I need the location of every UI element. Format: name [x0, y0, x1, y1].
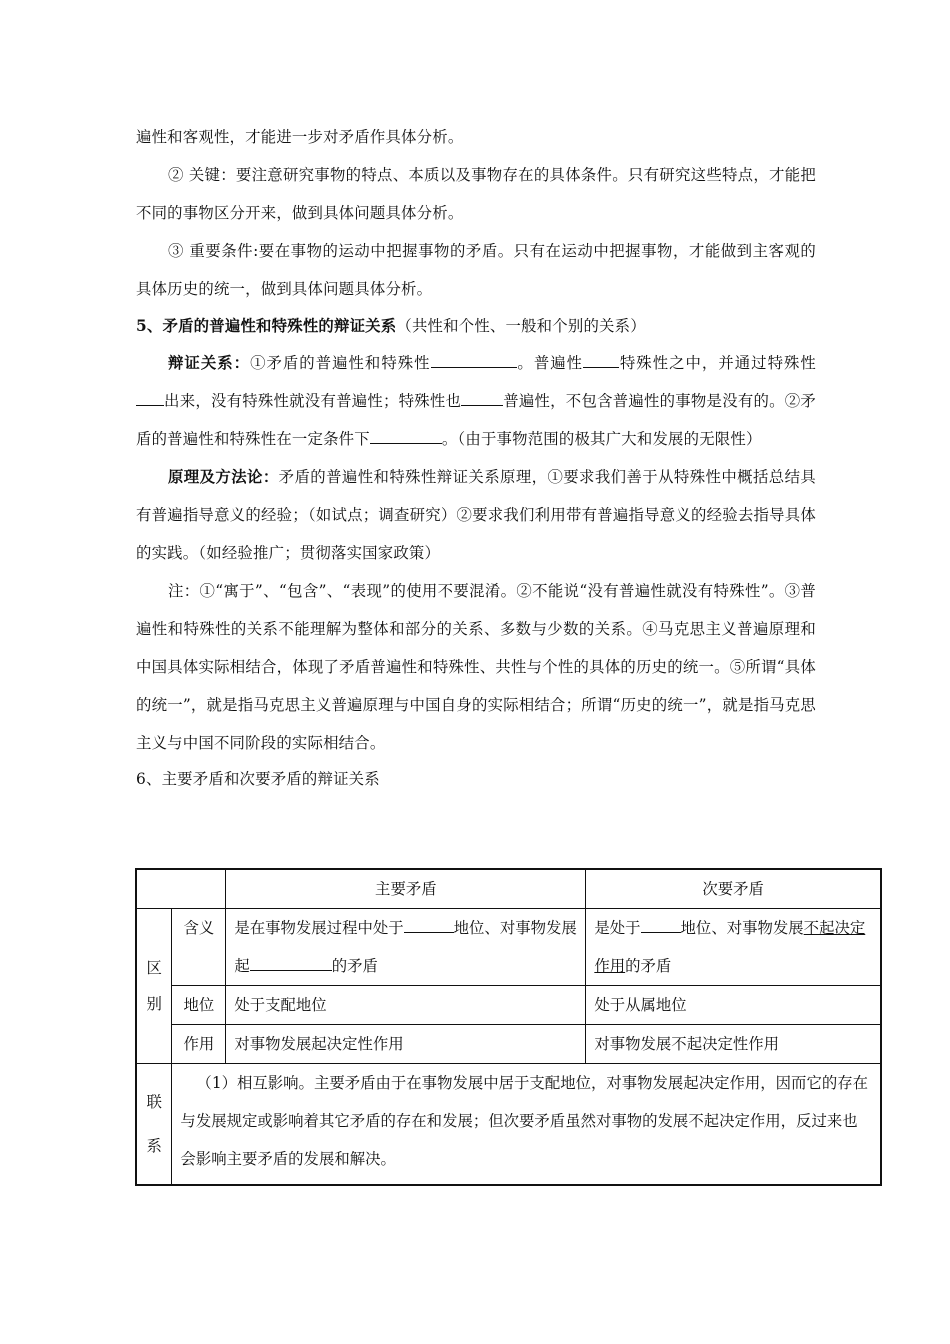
- rel-text-3: 特殊性之中，并通过特殊性: [619, 354, 816, 372]
- link-text-cell: （1）相互影响。主要矛盾由于在事物发展中居于支配地位，对事物发展起决定作用，因而它的存在与发展规定或影响着其它矛盾的存在和发展；但次要矛盾虽然对事物的发展不起决定作用，反过来也会影响主要矛盾的发展和解决。: [172, 1064, 881, 1186]
- fill-blank: [370, 428, 442, 444]
- paragraph-continuation: 遍性和客观性，才能进一步对矛盾作具体分析。: [136, 128, 464, 146]
- section5-heading-rest: （共性和个性、一般和个别的关系）: [396, 317, 646, 335]
- paragraph-condition: ③ 重要条件:要在事物的运动中把握事物的矛盾。只有在运动中把握事物，才能做到主客观的具体历史的统一，做到具体问题具体分析。: [136, 242, 816, 298]
- rel-text-2: 。普遍性: [516, 354, 584, 372]
- meaning-minor-text-3: 的矛盾: [625, 957, 672, 975]
- fill-blank: [250, 955, 332, 971]
- meaning-minor-text-2: 地位、对事物发展: [680, 919, 804, 937]
- paragraph-key: ② 关键：要注意研究事物的特点、本质以及事物存在的具体条件。只有研究这些特点，才能把不同的事物区分开来，做到具体问题具体分析。: [136, 166, 816, 222]
- fill-blank: [583, 352, 619, 368]
- meaning-main-text-1: 是在事物发展过程中处于: [234, 919, 404, 937]
- method-paragraph: [136, 458, 816, 572]
- section6-heading: 6、主要矛盾和次要矛盾的辩证关系: [136, 770, 380, 788]
- header-minor-contradiction: 次要矛盾: [586, 869, 881, 909]
- fill-blank: [136, 390, 164, 406]
- rel-text-6: 。（由于事物范围的极其广大和发展的无限性）: [441, 430, 762, 448]
- fill-blank: [461, 390, 503, 406]
- method-text: 矛盾的普遍性和特殊性辩证关系原理，①要求我们善于从特殊性中概括总结具有普遍指导意义的经验；（如试点；调查研究）②要求我们利用带有普遍指导意义的经验去指导具体的实践。（如经验推广；贯彻落实国家政策）: [136, 468, 816, 562]
- meaning-minor-underlined: 不起决定作用: [594, 919, 866, 975]
- position-minor-cell: 处于从属地位: [586, 986, 881, 1025]
- contradiction-table: [135, 868, 882, 1186]
- rel-text-4: 出来，没有特殊性就没有普遍性；特殊性也: [164, 392, 462, 410]
- role-minor-cell: 对事物发展不起决定性作用: [586, 1025, 881, 1064]
- rel-text-1: ①矛盾的普遍性和特殊性: [250, 354, 431, 372]
- note-paragraph: 注：①“寓于”、“包含”、“表现”的使用不要混淆。②不能说“没有普遍性就没有特殊性”。③普遍性和特殊性的关系不能理解为整体和部分的关系、多数与少数的关系。④马克思主义普遍原理和中国具体实际相结合，体现了矛盾普遍性和特殊性、共性与个性的具体的历史的统一。⑤所谓“具体的统一”，就是指马克思主义普遍原理与中国自身的实际相结合；所谓“历史的统一”，就是指马克思主义与中国不同阶段的实际相结合。: [136, 582, 816, 752]
- meaning-main-text-2: 地位、对事物发展起: [234, 919, 577, 975]
- meaning-main-cell: [226, 909, 586, 986]
- fill-blank: [404, 917, 454, 933]
- section5-heading: [136, 308, 816, 344]
- difference-label: [136, 909, 172, 1064]
- link-label-text: 联系: [146, 1093, 162, 1155]
- position-main-cell: 处于支配地位: [226, 986, 586, 1025]
- row-label-meaning: 含义: [172, 909, 226, 986]
- dialectical-relation-paragraph: [136, 344, 816, 458]
- table-corner-cell: [136, 869, 226, 909]
- meaning-minor-text-1: 是处于: [594, 919, 641, 937]
- fill-blank: [641, 917, 681, 933]
- meaning-main-text-3: 的矛盾: [331, 957, 378, 975]
- difference-label-text: 区别: [146, 959, 162, 1013]
- row-label-position: 地位: [172, 986, 226, 1025]
- document-body: [136, 118, 816, 796]
- header-main-contradiction: 主要矛盾: [226, 869, 586, 909]
- section5-heading-bold: 5、矛盾的普遍性和特殊性的辩证关系: [136, 317, 397, 335]
- method-label: 原理及方法论：: [168, 468, 279, 486]
- link-label: [136, 1064, 172, 1186]
- role-main-cell: 对事物发展起决定性作用: [226, 1025, 586, 1064]
- fill-blank: [431, 352, 517, 368]
- meaning-minor-cell: [586, 909, 881, 986]
- row-label-role: 作用: [172, 1025, 226, 1064]
- dialectical-relation-label: 辩证关系：: [168, 354, 251, 372]
- rel-text-5: 普遍性，不包含普遍性的事物是没有的。②矛盾的普遍性和特殊性在一定条件下: [136, 392, 816, 448]
